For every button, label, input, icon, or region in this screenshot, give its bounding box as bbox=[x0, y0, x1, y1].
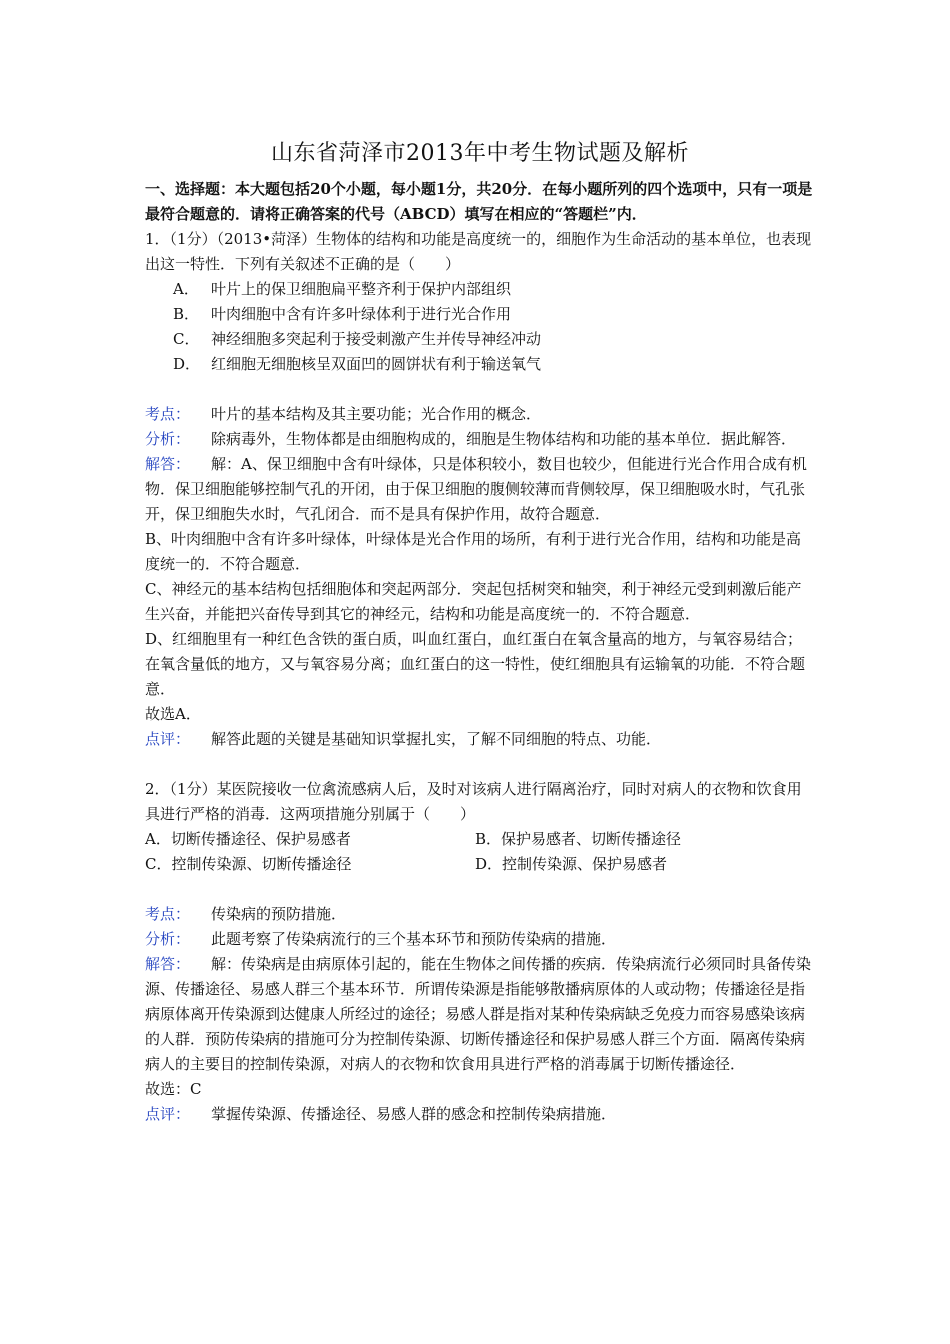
q2-options-row-2 bbox=[145, 852, 815, 877]
q2-stem: 2．（1分）某医院接收一位禽流感病人后，及时对该病人进行隔离治疗，同时对病人的衣物和饮食用具进行严格的消毒．这两项措施分别属于（ ） bbox=[145, 780, 802, 823]
kaodian-label: 考点： bbox=[145, 405, 191, 423]
q1-option-letter: A． bbox=[173, 280, 199, 298]
q2-options-row-1 bbox=[145, 827, 815, 852]
q2-answer: 故选：C bbox=[145, 1080, 202, 1098]
q2-option-b: B．保护易感者、切断传播途径 bbox=[475, 830, 682, 848]
dianping-label: 点评： bbox=[145, 730, 191, 748]
q1-answer: 故选A． bbox=[145, 705, 201, 723]
q2-option-a: A．切断传播途径、保护易感者 bbox=[145, 830, 351, 848]
q2-option-c: C．控制传染源、切断传播途径 bbox=[145, 855, 352, 873]
spacer bbox=[145, 377, 815, 402]
q2-kaodian bbox=[145, 902, 815, 927]
spacer bbox=[145, 877, 815, 902]
fenxi-text: 此题考察了传染病流行的三个基本环节和预防传染病的措施． bbox=[211, 930, 617, 948]
document-content bbox=[145, 130, 815, 1127]
q1-kaodian bbox=[145, 402, 815, 427]
q1-option-letter: D． bbox=[173, 355, 201, 373]
q1-option-d bbox=[145, 352, 815, 377]
jieda-text-a: 解：A、保卫细胞中含有叶绿体，只是体积较小，数目也较少，但能进行光合作用合成有机物．保卫细胞能够控制气孔的开闭，由于保卫细胞的腹侧较薄而背侧较厚，保卫细胞吸水时，气孔张开，保卫细胞失水时，气孔闭合．而不是具有保护作用，故符合题意． bbox=[145, 455, 807, 523]
q1-option-a bbox=[145, 277, 815, 302]
section-heading: 一、选择题：本大题包括20个小题，每小题1分，共20分．在每小题所列的四个选项中，只有一项是最符合题意的．请将正确答案的代号（ABCD）填写在相应的“答题栏”内． bbox=[145, 180, 813, 223]
q1-option-letter: C． bbox=[173, 330, 200, 348]
q1-option-text: 神经细胞多突起利于接受刺激产生并传导神经冲动 bbox=[211, 330, 542, 348]
q1-fenxi bbox=[145, 427, 815, 452]
q1-option-text: 叶片上的保卫细胞扁平整齐利于保护内部组织 bbox=[211, 280, 512, 298]
q1-option-b bbox=[145, 302, 815, 327]
fenxi-label: 分析： bbox=[145, 430, 191, 448]
q2-option-d: D．控制传染源、保护易感者 bbox=[475, 855, 668, 873]
q1-option-text: 红细胞无细胞核呈双面凹的圆饼状有利于输送氧气 bbox=[211, 355, 542, 373]
page-title: 山东省菏泽市2013年中考生物试题及解析 bbox=[271, 141, 689, 166]
q1-option-text: 叶肉细胞中含有许多叶绿体利于进行光合作用 bbox=[211, 305, 512, 323]
q1-stem: 1．（1分）（2013•菏泽）生物体的结构和功能是高度统一的，细胞作为生命活动的基本单位，也表现出这一特性．下列有关叙述不正确的是（ ） bbox=[145, 230, 812, 273]
q1-jieda-c: C、神经元的基本结构包括细胞体和突起两部分．突起包括树突和轴突，利于神经元受到刺激后能产生兴奋，并能把兴奋传导到其它的神经元，结构和功能是高度统一的．不符合题意． bbox=[145, 580, 802, 623]
dianping-text: 掌握传染源、传播途径、易感人群的感念和控制传染病措施． bbox=[211, 1105, 617, 1123]
spacer bbox=[145, 752, 815, 777]
q1-jieda-b: B、叶肉细胞中含有许多叶绿体，叶绿体是光合作用的场所，有利于进行光合作用，结构和功能是高度统一的．不符合题意． bbox=[145, 530, 802, 573]
fenxi-label: 分析： bbox=[145, 930, 191, 948]
q1-jieda-d: D、红细胞里有一种红色含铁的蛋白质，叫血红蛋白，血红蛋白在氧含量高的地方，与氧容易结合；在氧含量低的地方，又与氧容易分离；血红蛋白的这一特性，使红细胞具有运输氧的功能．不符合题意． bbox=[145, 630, 806, 698]
jieda-text: 解：传染病是由病原体引起的，能在生物体之间传播的疾病．传染病流行必须同时具备传染源、传播途径、易感人群三个基本环节．所谓传染源是指能够散播病原体的人或动物；传播途径是指病原体离开传染源到达健康人所经过的途径；易感人群是指对某种传染病缺乏免疫力而容易感染该病的人群．预防传染病的措施可分为控制传染源、切断传播途径和保护易感人群三个方面．隔离传染病病人的主要目的控制传染源，对病人的衣物和饮食用具进行严格的消毒属于切断传播途径． bbox=[145, 955, 812, 1073]
dianping-text: 解答此题的关键是基础知识掌握扎实，了解不同细胞的特点、功能． bbox=[211, 730, 662, 748]
q1-jieda bbox=[145, 452, 815, 527]
q2-jieda bbox=[145, 952, 815, 1077]
q1-option-c bbox=[145, 327, 815, 352]
jieda-label: 解答： bbox=[145, 455, 191, 473]
jieda-label: 解答： bbox=[145, 955, 191, 973]
q2-dianping bbox=[145, 1102, 815, 1127]
kaodian-label: 考点： bbox=[145, 905, 191, 923]
q1-dianping bbox=[145, 727, 815, 752]
kaodian-text: 传染病的预防措施． bbox=[211, 905, 347, 923]
kaodian-text: 叶片的基本结构及其主要功能；光合作用的概念． bbox=[211, 405, 542, 423]
dianping-label: 点评： bbox=[145, 1105, 191, 1123]
q2-fenxi bbox=[145, 927, 815, 952]
fenxi-text: 除病毒外，生物体都是由细胞构成的，细胞是生物体结构和功能的基本单位．据此解答． bbox=[211, 430, 797, 448]
q1-option-letter: B． bbox=[173, 305, 200, 323]
